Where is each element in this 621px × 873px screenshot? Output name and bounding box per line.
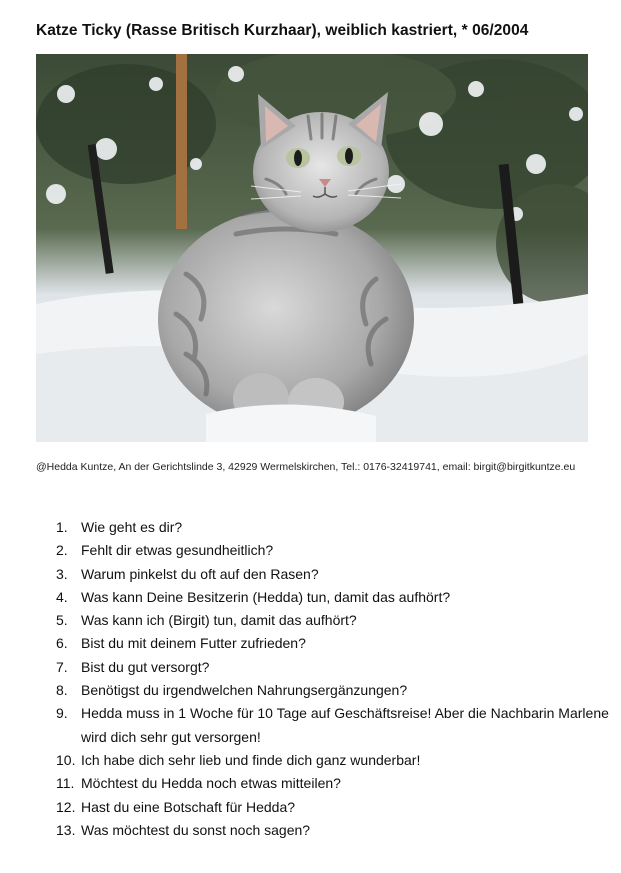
question-text: Was möchtest du sonst noch sagen? bbox=[81, 821, 311, 838]
question-text: Ich habe dich sehr lieb und finde dich ganz wunderbar! bbox=[81, 751, 421, 768]
question-number: 10. bbox=[56, 751, 76, 768]
question-item bbox=[56, 772, 616, 795]
cat-photo bbox=[36, 54, 588, 442]
question-list bbox=[56, 516, 616, 842]
question-text: Bist du gut versorgt? bbox=[81, 658, 210, 675]
question-number: 7. bbox=[56, 658, 68, 675]
question-number: 6. bbox=[56, 635, 68, 652]
question-text: Benötigst du irgendwelchen Nahrungsergänzungen? bbox=[81, 682, 408, 699]
question-text: Was kann Deine Besitzerin (Hedda) tun, damit das aufhört? bbox=[81, 588, 451, 605]
question-number: 5. bbox=[56, 612, 68, 629]
question-item bbox=[56, 679, 616, 702]
question-number: 11. bbox=[56, 775, 75, 792]
question-text: Hedda muss in 1 Woche für 10 Tage auf Geschäftsreise! Aber die Nachbarin Marlene wird dich sehr gut versorgen! bbox=[81, 705, 609, 745]
question-number: 13. bbox=[56, 821, 76, 838]
document-title: Katze Ticky (Rasse Britisch Kurzhaar), weiblich kastriert, * 06/2004 bbox=[36, 22, 529, 39]
question-number: 4. bbox=[56, 588, 68, 605]
question-item bbox=[56, 819, 616, 842]
question-number: 3. bbox=[56, 565, 68, 582]
question-number: 1. bbox=[56, 519, 68, 535]
question-text: Wie geht es dir? bbox=[81, 519, 183, 535]
question-text: Fehlt dir etwas gesundheitlich? bbox=[81, 542, 274, 559]
question-text: Bist du mit deinem Futter zufrieden? bbox=[81, 635, 306, 652]
question-item bbox=[56, 609, 616, 632]
question-text: Was kann ich (Birgit) tun, damit das aufhört? bbox=[81, 612, 357, 629]
question-number: 2. bbox=[56, 542, 68, 559]
question-item bbox=[56, 749, 616, 772]
question-item bbox=[56, 632, 616, 655]
question-item bbox=[56, 796, 616, 819]
question-item bbox=[56, 702, 616, 749]
question-item bbox=[56, 656, 616, 679]
question-item bbox=[56, 586, 616, 609]
contact-credit: @Hedda Kuntze, An der Gerichtslinde 3, 42929 Wermelskirchen, Tel.: 0176-32419741, email: birgit@birgitkuntze.eu bbox=[36, 461, 576, 473]
question-text: Möchtest du Hedda noch etwas mitteilen? bbox=[81, 775, 341, 792]
question-item bbox=[56, 563, 616, 586]
question-text: Hast du eine Botschaft für Hedda? bbox=[81, 798, 296, 815]
question-item bbox=[56, 516, 616, 539]
question-text: Warum pinkelst du oft auf den Rasen? bbox=[81, 565, 319, 582]
question-number: 9. bbox=[56, 705, 68, 722]
question-number: 8. bbox=[56, 682, 68, 699]
question-item bbox=[56, 539, 616, 562]
question-number: 12. bbox=[56, 798, 76, 815]
